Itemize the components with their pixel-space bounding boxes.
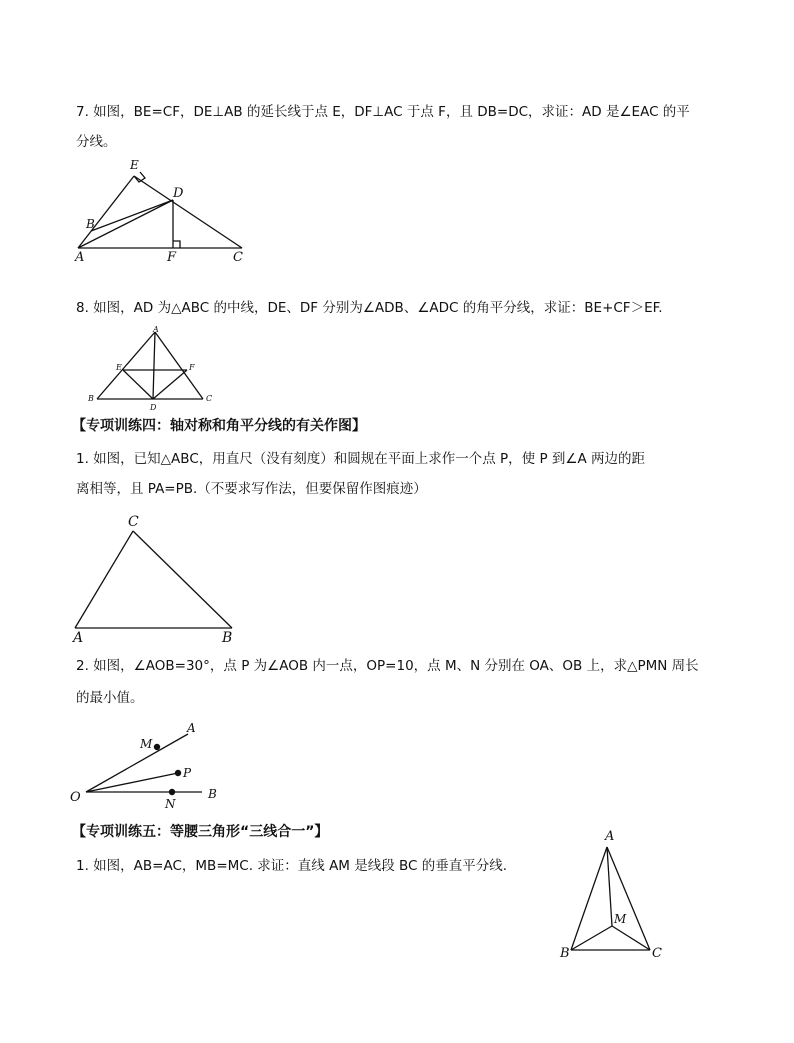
label-F: F <box>189 363 195 372</box>
segment-AB <box>97 332 155 399</box>
right-angle-mark-F <box>173 241 180 248</box>
label-B: B <box>560 946 570 961</box>
label-P: P <box>183 766 192 780</box>
problem-7-figure <box>70 155 260 265</box>
section-4-q1-line1: 1. 如图，已知△ABC，用直尺（没有刻度）和圆规在平面上求作一个点 P，使 P 到∠A 两边的距 <box>76 451 646 467</box>
segment-CB <box>133 531 232 628</box>
section-5-q1-figure <box>555 825 670 965</box>
problem-7-text-line1: 7. 如图，BE=CF，DE⊥AB 的延长线于点 E，DF⊥AC 于点 F，且 DB=DC，求证：AD 是∠EAC 的平 <box>76 104 690 120</box>
segment-AD <box>153 332 155 399</box>
label-E: E <box>130 158 139 172</box>
point-P <box>175 770 181 776</box>
label-C: C <box>233 250 243 265</box>
problem-8-figure <box>85 322 220 414</box>
label-C: C <box>652 946 662 961</box>
section-4-q1-figure <box>70 512 245 644</box>
label-F: F <box>167 250 177 265</box>
segment-AB <box>571 847 607 950</box>
label-B: B <box>222 630 233 646</box>
right-angle-mark-E <box>134 172 145 182</box>
label-A: A <box>75 250 85 265</box>
label-A: A <box>153 325 159 334</box>
label-M: M <box>140 737 153 751</box>
segment-AC <box>75 531 133 628</box>
label-A: A <box>605 829 615 844</box>
segment-OP <box>86 773 178 792</box>
label-C: C <box>206 394 213 403</box>
label-B: B <box>208 787 217 801</box>
segment-ED <box>123 370 153 399</box>
problem-8-text-line1: 8. 如图，AD 为△ABC 的中线，DE、DF 分别为∠ADB、∠ADC 的角平分线，求证：BE+CF＞EF. <box>76 300 663 316</box>
section-4-q2-line2: 的最小值。 <box>76 690 144 706</box>
label-C: C <box>128 514 139 530</box>
segment-AC <box>155 332 203 399</box>
segment-BM <box>571 926 612 950</box>
label-A: A <box>187 721 196 735</box>
section-4-q2-line1: 2. 如图，∠AOB=30°，点 P 为∠AOB 内一点，OP=10，点 M、N 分别在 OA、OB 上，求△PMN 周长 <box>76 658 699 674</box>
label-M: M <box>614 912 627 926</box>
ray-OA <box>86 734 188 792</box>
section-5-q1-line1: 1. 如图，AB=AC，MB=MC. 求证：直线 AM 是线段 BC 的垂直平分线. <box>76 858 508 874</box>
problem-7-text-line2: 分线。 <box>76 134 117 150</box>
segment-FD <box>153 370 187 399</box>
section-4-heading: 【专项训练四：轴对称和角平分线的有关作图】 <box>72 418 366 434</box>
label-D: D <box>173 186 184 201</box>
label-E: E <box>116 363 122 372</box>
segment-AC <box>607 847 650 950</box>
section-4-q1-line2: 离相等，且 PA=PB.（不要求写作法，但要保留作图痕迹） <box>76 481 427 497</box>
point-N <box>169 789 175 795</box>
section-4-q2-figure <box>66 718 226 810</box>
label-B: B <box>86 217 95 231</box>
label-N: N <box>165 797 176 811</box>
label-O: O <box>70 790 81 805</box>
label-B: B <box>88 394 94 403</box>
label-A: A <box>73 630 84 646</box>
segment-AE <box>78 176 134 248</box>
section-5-heading: 【专项训练五：等腰三角形“三线合一”】 <box>72 824 329 840</box>
label-D: D <box>150 403 157 412</box>
point-M <box>154 744 160 750</box>
